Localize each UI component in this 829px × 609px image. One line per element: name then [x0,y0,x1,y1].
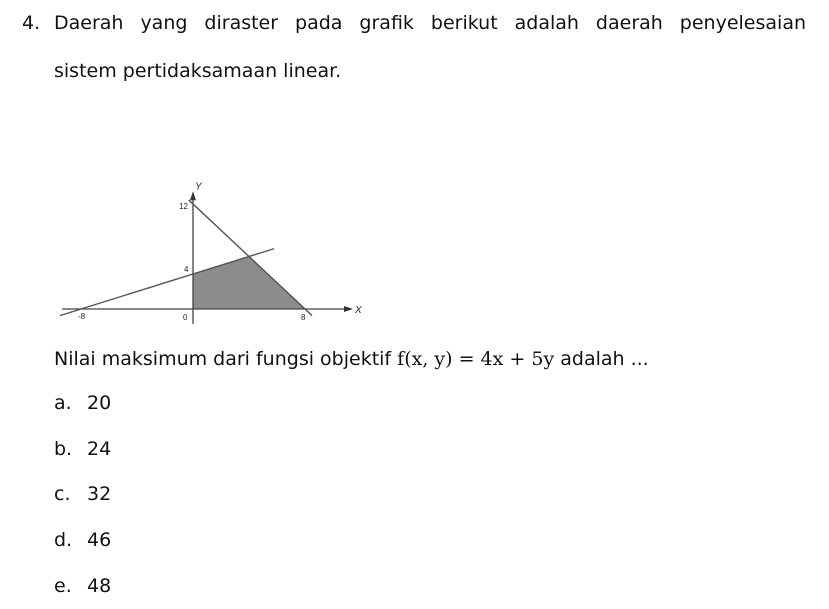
tick-label-y-4: 4 [184,265,189,274]
option-value: 48 [87,575,112,597]
option-letter: a. [54,392,72,414]
y-axis-label: Y [195,181,202,193]
question-number: 4. [22,12,41,34]
graph-canvas [60,98,370,330]
y-axis-arrow [190,191,196,200]
option-d[interactable] [54,529,111,551]
option-value: 32 [87,483,112,505]
tick-label-x-pos: 8 [301,313,306,322]
shaded-region [193,257,305,310]
option-a[interactable] [54,392,111,414]
objective-formula: f(x, y) = 4x + 5y [397,348,555,370]
option-value: 46 [87,529,112,551]
question-text-line2: sistem pertidaksamaan linear. [54,60,342,82]
x-axis-label: X [355,305,362,316]
option-value: 20 [87,392,112,414]
option-c[interactable] [54,483,111,505]
option-letter: b. [54,438,73,460]
objective-prompt [54,348,649,370]
option-value: 24 [87,438,112,460]
question-text-line1: Daerah yang diraster pada grafik berikut adalah daerah penyelesaian [54,12,806,34]
option-b[interactable] [54,438,111,460]
prompt-suffix: adalah ... [560,348,649,370]
option-e[interactable] [54,575,111,597]
prompt-text: Nilai maksimum dari fungsi objektif [54,348,392,370]
option-letter: c. [54,483,71,505]
x-axis-arrow [344,306,353,312]
option-letter: e. [54,575,72,597]
tick-label-x-neg: -8 [78,312,86,321]
feasible-region-graph [60,98,370,330]
tick-label-y-12: 12 [179,202,188,211]
option-letter: d. [54,529,73,551]
tick-label-origin: 0 [183,313,188,322]
